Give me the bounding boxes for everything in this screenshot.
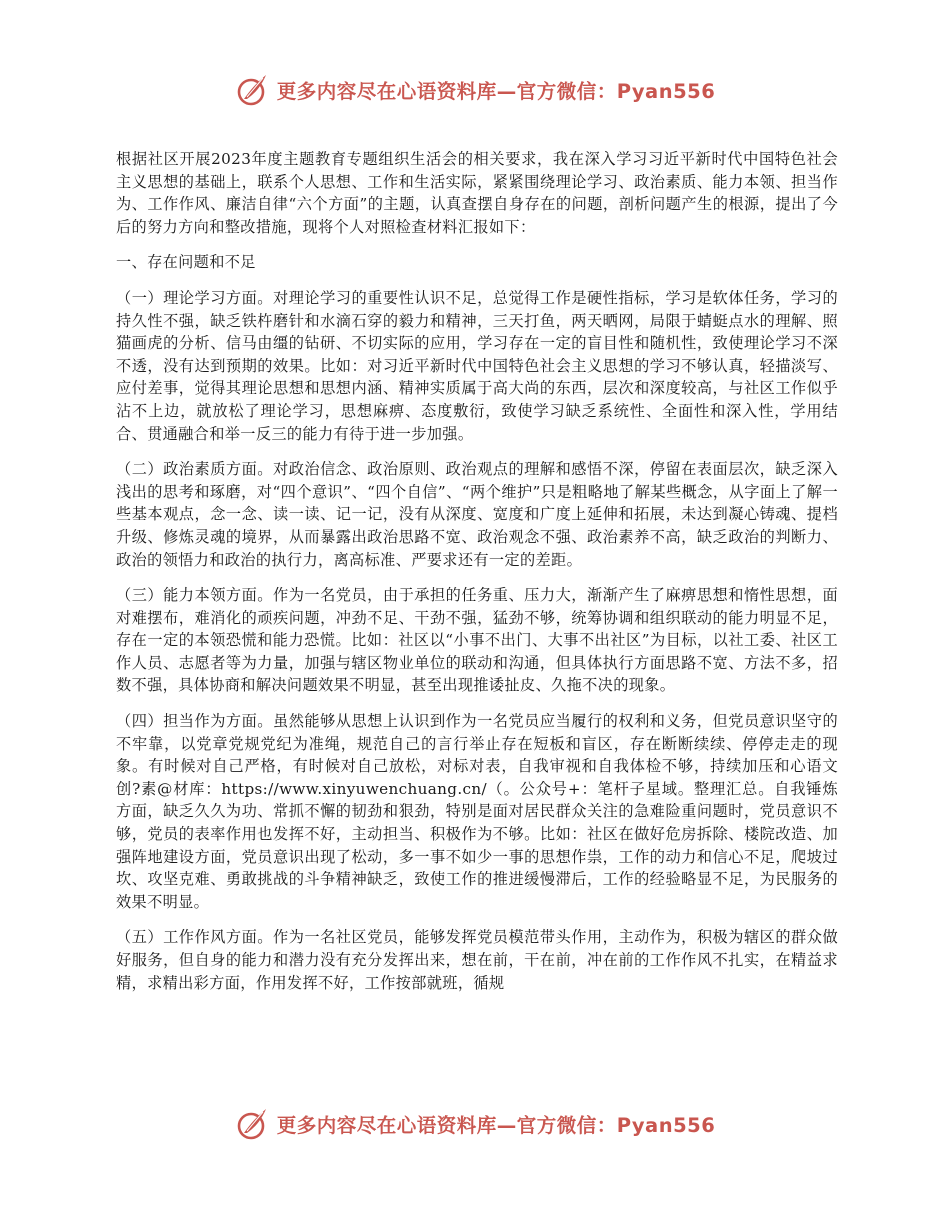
paragraph-theory-study: （一）理论学习方面。对理论学习的重要性认识不足，总觉得工作是硬性指标，学习是软体任务，学习的持久性不强，缺乏铁杵磨针和水滴石穿的毅力和精神，三天打鱼，两天晒网，局限于蜻蜓点水的理解、照猫画虎的分析、信马由缰的钻研、不切实际的应用，学习存在一定的盲目性和随机性，致使理论学习不深不透，没有达到预期的效果。比如：对习近平新时代中国特色社会主义思想的学习不够认真，轻描淡写、应付差事，觉得其理论思想和思想内涵、精神实质属于高大尚的东西，层次和深度较高，与社区工作似乎沾不上边，就放松了理论学习，思想麻痹、态度敷衍，致使学习缺乏系统性、全面性和深入性，学用结合、贯通融合和举一反三的能力有待于进一步加强。	[116, 288, 838, 443]
section-heading: 一、存在问题和不足	[116, 253, 256, 272]
header-watermark-banner	[0, 68, 950, 112]
feather-logo-icon	[235, 72, 271, 108]
footer-watermark-banner	[0, 1102, 950, 1146]
paragraph-ability: （三）能力本领方面。作为一名党员，由于承担的任务重、压力大，渐渐产生了麻痹思想和惰性思想，面对难摆布，难消化的顽疾问题，冲劲不足、干劲不强，猛劲不够，统筹协调和组织联动的能力明显不足，存在一定的本领恐慌和能力恐慌。比如：社区以“小事不出门、大事不出社区”为目标，以社工委、社区工作人员、志愿者等为力量，加强与辖区物业单位的联动和沟通，但具体执行方面思路不宽、方法不多，招数不强，具体协商和解决问题效果不明显，甚至出现推诿扯皮、久拖不决的现象。	[116, 586, 838, 695]
intro-paragraph: 根据社区开展2023年度主题教育专题组织生活会的相关要求，我在深入学习习近平新时代中国特色社会主义思想的基础上，联系个人思想、工作和生活实际，紧紧围绕理论学习、政治素质、能力本领、担当作为、工作作风、廉洁自律“六个方面”的主题，认真查摆自身存在的问题，剖析问题产生的根源，提出了今后的努力方向和整改措施，现将个人对照检查材料汇报如下：	[116, 150, 838, 236]
document-body	[116, 148, 838, 1007]
paragraph-responsibility: （四）担当作为方面。虽然能够从思想上认识到作为一名党员应当履行的权利和义务，但党员意识坚守的不牢靠，以党章党规党纪为准绳，规范自己的言行举止存在短板和盲区，存在断断续续、停停走走的现象。有时候对自己严格，有时候对自己放松，对标对表，自我审视和自我体检不够，持续加压和心语文创?素@材库：https://www.xinyuwenchuang.cn/（。公众号+：笔杆子星域。整理汇总。自我锤炼方面，缺乏久久为功、常抓不懈的韧劲和狠劲，特别是面对居民群众关注的急难险重问题时，党员意识不够，党员的表率作用也发挥不好，主动担当、积极作为不够。比如：社区在做好危房拆除、楼院改造、加强阵地建设方面，党员意识出现了松动，多一事不如少一事的思想作祟，工作的动力和信心不足，爬坡过坎、攻坚克难、勇敢挑战的斗争精神缺乏，致使工作的推进缓慢滞后，工作的经验略显不足，为民服务的效果不明显。	[116, 712, 838, 911]
feather-logo-icon	[235, 1106, 271, 1142]
paragraph-political-quality: （二）政治素质方面。对政治信念、政治原则、政治观点的理解和感悟不深，停留在表面层次，缺乏深入浅出的思考和琢磨，对“四个意识”、“四个自信”、“两个维护”只是粗略地了解某些概念，从字面上了解一些基本观点，念一念、读一读、记一记，没有从深度、宽度和广度上延伸和拓展，未达到凝心铸魂、提档升级、修炼灵魂的境界，从而暴露出政治思路不宽、政治观念不强、政治素养不高，缺乏政治的判断力、政治的领悟力和政治的执行力，离高标准、严要求还有一定的差距。	[116, 460, 838, 569]
banner-text: 更多内容尽在心语资料库—官方微信：Pyan556	[276, 80, 716, 103]
banner-text: 更多内容尽在心语资料库—官方微信：Pyan556	[276, 1114, 716, 1137]
paragraph-work-style: （五）工作作风方面。作为一名社区党员，能够发挥党员模范带头作用，主动作为，积极为辖区的群众做好服务，但自身的能力和潜力没有充分发挥出来，想在前，干在前，冲在前的工作作风不扎实，在精益求精，求精出彩方面，作用发挥不好，工作按部就班，循规	[116, 928, 838, 992]
